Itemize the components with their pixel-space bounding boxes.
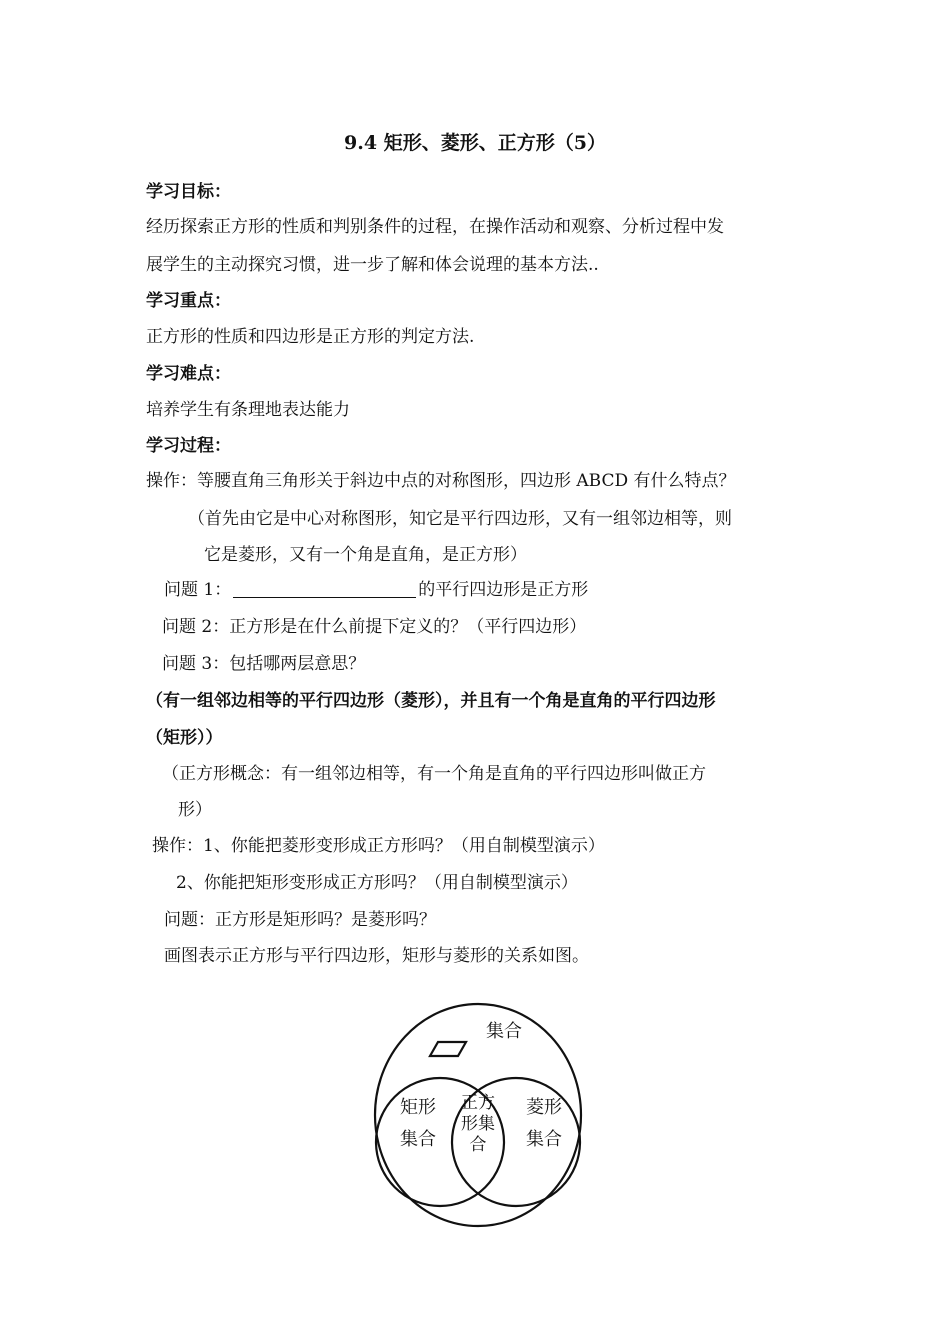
answer-blank xyxy=(233,579,416,598)
question-1 xyxy=(164,578,588,602)
square-label-1: 正方 xyxy=(461,1093,495,1113)
question-1-suffix: 的平行四边形是正方形 xyxy=(418,580,589,600)
question-3-answer-line1: （有一组邻边相等的平行四边形（菱形），并且有一个角是直角的平行四边形 xyxy=(146,691,716,711)
rectangle-label-1: 矩形 xyxy=(400,1097,436,1118)
rhombus-label-1: 菱形 xyxy=(526,1097,562,1118)
square-label-2: 形集 xyxy=(461,1114,495,1134)
concept-line1: （正方形概念：有一组邻边相等，有一个角是直角的平行四边形叫做正方 xyxy=(162,764,706,784)
difficulty-heading: 学习难点： xyxy=(146,364,231,384)
key-heading: 学习重点： xyxy=(146,291,231,311)
operation-2-step2: 2、你能把矩形变形成正方形吗？（用自制模型演示） xyxy=(176,873,578,893)
question-3: 问题 3：包括哪两层意思？ xyxy=(162,654,366,674)
operation-1-answer-line1: （首先由它是中心对称图形，知它是平行四边形，又有一组邻边相等，则 xyxy=(188,509,732,529)
question-4: 问题：正方形是矩形吗？是菱形吗？ xyxy=(164,910,436,930)
rectangle-label-2: 集合 xyxy=(400,1129,436,1150)
venn-diagram xyxy=(372,1000,584,1230)
goal-heading: 学习目标： xyxy=(146,182,231,202)
goal-text-line2: 展学生的主动探究习惯，进一步了解和体会说理的基本方法.. xyxy=(146,255,599,275)
difficulty-text: 培养学生有条理地表达能力 xyxy=(146,400,350,420)
page-title: 9.4 矩形、菱形、正方形（5） xyxy=(344,132,606,154)
process-heading: 学习过程： xyxy=(146,436,231,456)
operation-1: 操作：等腰直角三角形关于斜边中点的对称图形，四边形 ABCD 有什么特点？ xyxy=(146,471,736,491)
operation-2-step1: 操作：1、你能把菱形变形成正方形吗？（用自制模型演示） xyxy=(152,836,605,856)
question-3-answer-line2: （矩形）） xyxy=(146,728,223,748)
outer-set-label: 集合 xyxy=(486,1021,522,1042)
rhombus-label-2: 集合 xyxy=(526,1129,562,1150)
goal-text-line1: 经历探索正方形的性质和判别条件的过程，在操作活动和观察、分析过程中发 xyxy=(146,217,724,237)
question-2: 问题 2：正方形是在什么前提下定义的？（平行四边形） xyxy=(162,617,587,637)
diagram-intro: 画图表示正方形与平行四边形，矩形与菱形的关系如图。 xyxy=(164,946,589,966)
square-label-3: 合 xyxy=(469,1135,487,1155)
concept-line2: 形） xyxy=(178,800,212,820)
question-1-prefix: 问题 1： xyxy=(164,580,232,600)
operation-1-answer-line2: 它是菱形，又有一个角是直角，是正方形） xyxy=(204,545,527,565)
parallelogram-icon xyxy=(430,1042,466,1056)
key-text: 正方形的性质和四边形是正方形的判定方法. xyxy=(146,327,475,347)
